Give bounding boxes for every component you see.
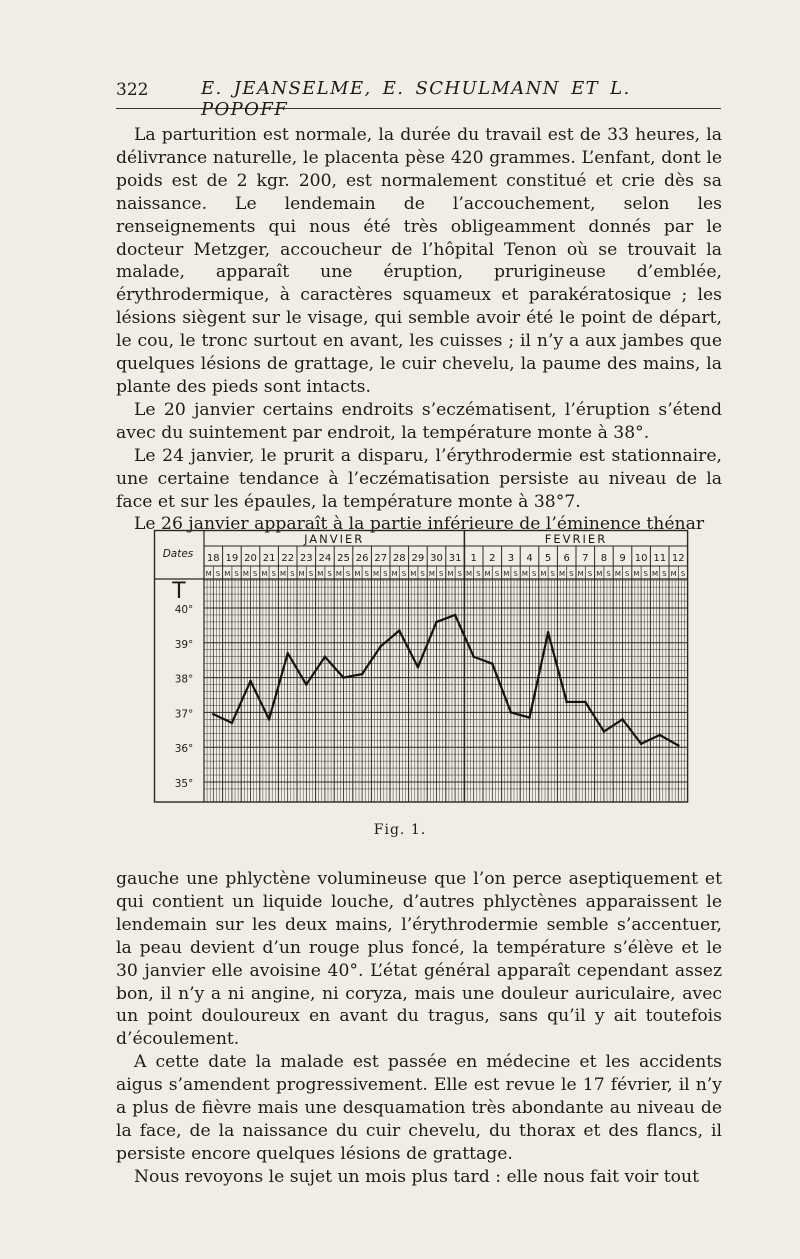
day-label: 10	[634, 553, 648, 564]
day-label: 12	[671, 553, 685, 564]
paragraph: Nous revoyons le sujet un mois plus tard : elle nous fait voir tout	[134, 1166, 699, 1187]
paragraph: Le 26 janvier apparaît à la partie inférieure de l’éminence thénar	[134, 514, 705, 535]
session-label-morning: M	[242, 570, 249, 578]
body-text-lower	[116, 868, 722, 1189]
temperature-point	[584, 701, 587, 704]
figure-caption: Fig. 1.	[373, 822, 427, 838]
session-label-evening: S	[327, 570, 332, 578]
day-label: 22	[281, 553, 295, 564]
day-label: 31	[448, 553, 462, 564]
temperature-point	[398, 629, 401, 632]
temperature-point	[491, 662, 494, 665]
session-label-morning: M	[521, 570, 528, 578]
temperature-point	[231, 722, 234, 725]
session-label-evening: S	[215, 570, 221, 578]
session-label-evening: S	[383, 570, 388, 578]
day-label: 3	[507, 553, 515, 564]
session-label-evening: S	[680, 570, 686, 578]
session-label-evening: S	[587, 570, 593, 578]
session-label-evening: S	[457, 570, 462, 578]
session-label-evening: S	[606, 570, 611, 578]
session-label-morning: M	[614, 570, 621, 578]
temperature-point	[658, 734, 661, 737]
y-tick-label: 39°	[174, 638, 194, 651]
temperature-point	[342, 676, 345, 679]
session-label-morning: M	[484, 570, 491, 578]
paragraph: A cette date la malade est passée en médecine et les accidents aigus s’amendent progressivement. Elle est revue le 17 février, il n’y a plus de fièvre mais une desquamation très abondante au niveau de la face, de la naissance du cuir chevelu, du thorax et des flancs, il persiste encore quelques lésions de grattage.	[116, 1052, 722, 1164]
day-label: 18	[206, 553, 220, 564]
running-header	[116, 78, 721, 120]
y-axis-label: T	[172, 579, 186, 604]
y-tick-label: 36°	[174, 743, 194, 756]
session-label-evening: S	[271, 570, 276, 578]
day-label: 27	[374, 553, 388, 564]
day-label: 28	[392, 553, 406, 564]
session-label-evening: S	[531, 570, 537, 578]
day-label: 29	[411, 553, 425, 564]
session-label-morning: M	[670, 570, 677, 578]
day-label: 11	[653, 553, 667, 564]
temperature-point	[603, 730, 606, 733]
session-label-evening: S	[476, 570, 481, 578]
session-label-morning: M	[373, 570, 380, 578]
day-label: 4	[526, 553, 533, 564]
page-number: 322	[116, 80, 149, 100]
session-label-morning: M	[503, 570, 510, 578]
running-title: E. JEANSELME, E. SCHULMANN ET L. POPOFF	[201, 78, 631, 120]
temperature-point	[249, 680, 252, 683]
temperature-point	[268, 718, 271, 721]
temperature-point	[212, 713, 215, 716]
session-label-morning: M	[205, 570, 212, 578]
session-label-evening: S	[234, 570, 239, 578]
session-label-evening: S	[643, 570, 648, 578]
day-label: 20	[244, 553, 257, 564]
temperature-point	[510, 711, 513, 714]
y-tick-label: 38°	[174, 673, 194, 686]
session-label-morning: M	[540, 570, 547, 578]
day-label: 21	[262, 553, 276, 564]
day-label: 25	[337, 553, 350, 564]
y-tick-label: 35°	[174, 778, 194, 790]
temperature-point	[324, 655, 327, 658]
temperature-point	[565, 701, 568, 704]
day-label: 30	[430, 553, 443, 564]
temperature-point	[640, 742, 643, 745]
temperature-point	[379, 645, 382, 648]
temperature-point	[305, 683, 308, 686]
paragraph: Le 24 janvier, le prurit a disparu, l’érythrodermie est stationnaire, une certaine tendance à l’eczématisation persiste au niveau de la face et sur les épaules, la température monte à 38°7.	[116, 445, 722, 512]
session-label-evening: S	[345, 570, 351, 578]
session-label-morning: M	[410, 570, 417, 578]
temperature-point	[454, 614, 457, 617]
temperature-chart-svg	[154, 530, 686, 802]
day-label: 24	[318, 553, 332, 564]
session-label-morning: M	[559, 570, 566, 578]
month-label-janvier: JANVIER	[304, 532, 365, 546]
session-label-morning: M	[466, 570, 473, 578]
session-label-morning: M	[280, 570, 287, 578]
temperature-chart	[154, 530, 686, 806]
session-label-morning: M	[261, 570, 268, 578]
session-label-morning: M	[577, 570, 584, 578]
session-label-morning: M	[317, 570, 324, 578]
session-label-morning: M	[428, 570, 435, 578]
session-label-morning: M	[633, 570, 640, 578]
paragraph: gauche une phlyctène volumineuse que l’on perce aseptiquement et qui contient un liquide louche, d’autres phlyctènes apparaissent le lendemain sur les deux mains, l’érythrodermie semble s’accentuer, la peau devient d’un rouge plus foncé, la température s’élève et le 30 janvier elle avoisine 40°. L’état général apparaît cependant assez bon, il n’y a ni angine, ni coryza, mais une douleur auriculaire, avec un point douloureux en avant du tragus, sans qu’il y ait toutefois d’écoulement.	[116, 869, 722, 1050]
month-label-fevrier: FEVRIER	[544, 532, 608, 546]
session-label-morning: M	[354, 570, 361, 578]
temperature-point	[547, 631, 550, 634]
day-label: 5	[544, 553, 552, 564]
session-label-evening: S	[364, 570, 369, 578]
session-label-evening: S	[308, 570, 314, 578]
temperature-point	[417, 666, 420, 669]
temperature-point	[286, 652, 289, 655]
day-label: 26	[355, 553, 369, 564]
day-label: 8	[600, 553, 608, 564]
session-label-morning: M	[652, 570, 659, 578]
day-label: 2	[489, 553, 496, 564]
session-label-evening: S	[401, 570, 407, 578]
session-label-morning: M	[391, 570, 398, 578]
temperature-point	[472, 655, 475, 658]
session-label-evening: S	[662, 570, 667, 578]
session-label-evening: S	[290, 570, 295, 578]
session-label-evening: S	[569, 570, 574, 578]
day-label: 9	[619, 553, 626, 564]
session-label-morning: M	[596, 570, 603, 578]
y-tick-label: 37°	[174, 708, 194, 721]
session-label-evening: S	[494, 570, 500, 578]
temperature-point	[621, 718, 624, 721]
day-label: 6	[563, 553, 570, 564]
temperature-point	[361, 673, 364, 676]
paragraph: Le 20 janvier certains endroits s’eczématisent, l’éruption s’étend avec du suintement par endroit, la température monte à 38°.	[116, 399, 722, 443]
dates-label: Dates	[162, 548, 194, 560]
session-label-evening: S	[420, 570, 425, 578]
temperature-point	[528, 716, 531, 719]
day-label: 1	[470, 553, 477, 564]
paragraph: La parturition est normale, la durée du travail est de 33 heures, la délivrance naturelle, le placenta pèse 420 grammes. L’enfant, dont le poids est de 2 kgr. 200, est normalement constitué et crie dès sa naissance. Le lendemain de l’accouchement, selon les renseignements qui nous été très obligeamment donnés par le docteur Metzger, accoucheur de l’hôpital Tenon où se trouvait la malade, apparaît une éruption, prurigineuse d’emblée, érythrodermique, à caractères squameux et parakératosique ; les lésions siègent sur le visage, qui semble avoir été le point de départ, le cou, le tronc surtout en avant, les cuisses ; il n’y a aux jambes que quelques lésions de grattage, le cuir chevelu, la paume des mains, la plante des pieds sont intacts.	[116, 125, 722, 397]
temperature-point	[677, 744, 680, 747]
y-tick-label: 40°	[174, 604, 194, 616]
session-label-morning: M	[224, 570, 231, 578]
day-label: 19	[225, 553, 239, 564]
session-label-morning: M	[298, 570, 305, 578]
session-label-evening: S	[550, 570, 555, 578]
body-text-upper	[116, 124, 722, 536]
session-label-evening: S	[252, 570, 258, 578]
temperature-point	[435, 621, 438, 624]
session-label-evening: S	[624, 570, 630, 578]
session-label-evening: S	[438, 570, 444, 578]
day-label: 7	[582, 553, 589, 564]
session-label-evening: S	[513, 570, 518, 578]
day-label: 23	[299, 553, 313, 564]
session-label-morning: M	[447, 570, 454, 578]
session-label-morning: M	[335, 570, 342, 578]
